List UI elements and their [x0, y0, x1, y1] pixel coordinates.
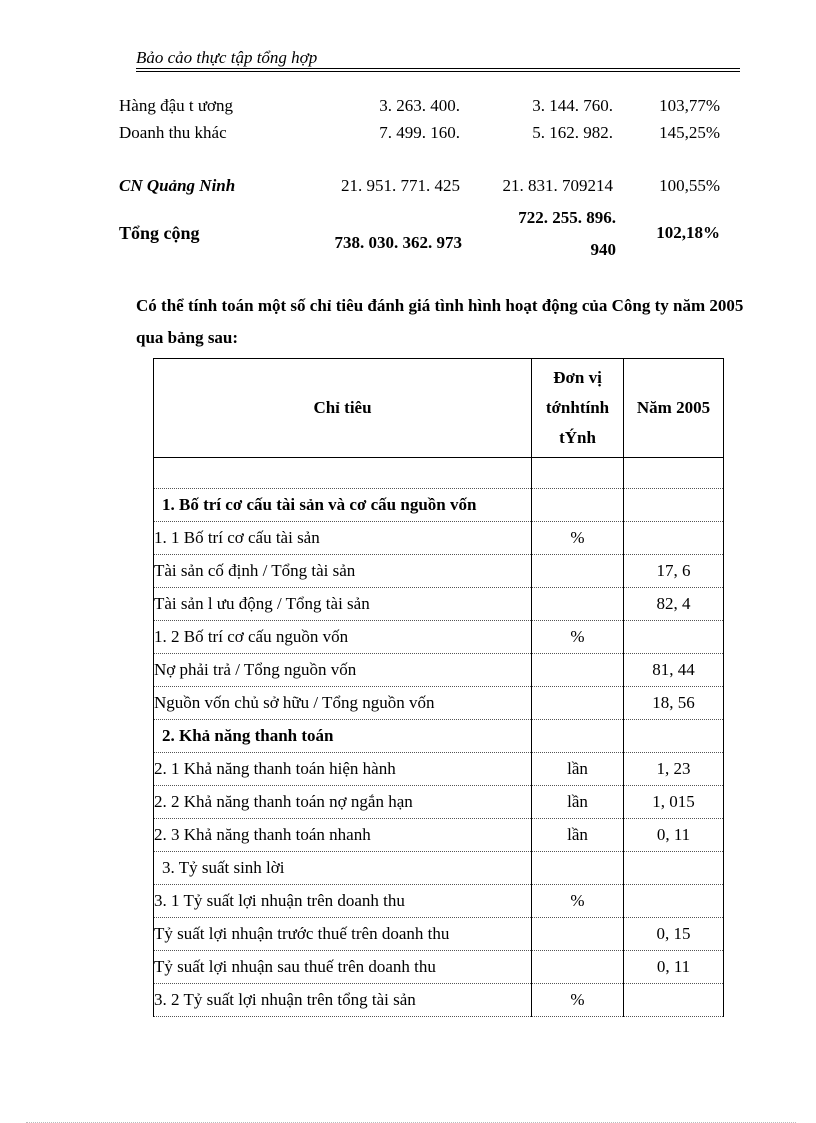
row-value-2: 3. 144. 760. — [532, 96, 613, 115]
row-label: 2. 3 Khả năng thanh toán nhanh — [154, 819, 532, 852]
row-unit — [532, 687, 624, 720]
total-value-2-line2: 940 — [590, 240, 616, 259]
row-percent: 145,25% — [659, 123, 720, 142]
row-label: Tài sản cố định / Tổng tài sản — [154, 555, 532, 588]
row-value: 17, 6 — [624, 555, 724, 588]
row-label-branch: CN Quảng Ninh — [119, 176, 236, 195]
row-label: Nguồn vốn chủ sở hữu / Tổng nguồn vốn — [154, 687, 532, 720]
row-label: Hàng đậu t ương — [119, 96, 234, 115]
row-value — [624, 885, 724, 918]
header-unit — [532, 359, 624, 458]
row-value — [624, 852, 724, 885]
table-row — [154, 489, 724, 522]
table-header-row — [154, 359, 724, 458]
table-row — [154, 918, 724, 951]
row-label: 3. 2 Tỷ suất lợi nhuận trên tổng tài sản — [154, 984, 532, 1017]
total-value-2-line1: 722. 255. 896. — [518, 208, 616, 227]
row-unit — [532, 918, 624, 951]
row-value — [624, 621, 724, 654]
table-row — [154, 984, 724, 1017]
intro-paragraph: Có thể tính toán một số chỉ tiêu đánh giá tình hình hoạt động của Công ty năm 2005 qua bảng sau: — [136, 296, 744, 347]
header-rule — [136, 68, 740, 69]
row-label: Tỷ suất lợi nhuận trước thuế trên doanh thu — [154, 918, 532, 951]
row-unit: % — [532, 522, 624, 555]
row-unit: % — [532, 885, 624, 918]
total-label: Tổng cộng — [119, 223, 200, 243]
row-value: 0, 11 — [624, 951, 724, 984]
row-unit: % — [532, 621, 624, 654]
row-unit — [532, 555, 624, 588]
table-row — [154, 951, 724, 984]
row-value — [624, 720, 724, 753]
row-unit: lần — [532, 819, 624, 852]
table-row — [154, 852, 724, 885]
header-year: Năm 2005 — [624, 359, 724, 458]
header-unit-line1: Đơn vị — [553, 368, 602, 387]
row-unit — [532, 489, 624, 522]
row-label: Nợ phải trả / Tổng nguồn vốn — [154, 654, 532, 687]
table-row — [154, 720, 724, 753]
row-label: 1. Bố trí cơ cấu tài sản và cơ cấu nguồn vốn — [154, 489, 532, 522]
table-row — [154, 687, 724, 720]
row-value-2: 5. 162. 982. — [532, 123, 613, 142]
row-unit — [532, 588, 624, 621]
row-value: 1, 23 — [624, 753, 724, 786]
row-label: 2. Khả năng thanh toán — [154, 720, 532, 753]
row-label: 3. Tỷ suất sinh lời — [154, 852, 532, 885]
row-unit — [532, 852, 624, 885]
row-value: 81, 44 — [624, 654, 724, 687]
row-label: 3. 1 Tỷ suất lợi nhuận trên doanh thu — [154, 885, 532, 918]
table-row — [154, 786, 724, 819]
row-value: 0, 15 — [624, 918, 724, 951]
header-unit-line2: tớnhtính — [545, 398, 610, 417]
row-value — [624, 458, 724, 489]
row-value: 18, 56 — [624, 687, 724, 720]
table-row — [154, 522, 724, 555]
table-row — [154, 753, 724, 786]
row-value-1: 3. 263. 400. — [379, 96, 460, 115]
row-label: Doanh thu khác — [119, 123, 227, 142]
table-row — [154, 588, 724, 621]
header-unit-line3: tÝnh — [559, 428, 596, 447]
table-row — [154, 555, 724, 588]
row-percent: 103,77% — [659, 96, 720, 115]
row-value — [624, 489, 724, 522]
table-row — [154, 885, 724, 918]
page-header: Bảo cảo thực tập tổng hợp — [136, 48, 318, 67]
row-value: 1, 015 — [624, 786, 724, 819]
row-unit: lần — [532, 753, 624, 786]
row-unit — [532, 654, 624, 687]
table-row — [154, 654, 724, 687]
row-percent: 100,55% — [659, 176, 720, 195]
total-value-1: 738. 030. 362. 973 — [334, 233, 462, 252]
row-label: 1. 2 Bố trí cơ cấu nguồn vốn — [154, 621, 532, 654]
row-label — [154, 458, 532, 489]
row-label: 2. 2 Khả năng thanh toán nợ ngắn hạn — [154, 786, 532, 819]
row-unit: lần — [532, 786, 624, 819]
table-row — [154, 458, 724, 489]
row-label: Tỷ suất lợi nhuận sau thuế trên doanh thu — [154, 951, 532, 984]
row-label: 1. 1 Bố trí cơ cấu tài sản — [154, 522, 532, 555]
row-value — [624, 522, 724, 555]
row-unit — [532, 720, 624, 753]
row-value-1: 21. 951. 771. 425 — [341, 176, 460, 195]
row-value-2: 21. 831. 709214 — [502, 176, 613, 195]
indicator-table — [153, 358, 724, 1017]
row-value — [624, 984, 724, 1017]
row-label: Tài sản l ưu động / Tổng tài sản — [154, 588, 532, 621]
row-unit — [532, 458, 624, 489]
total-percent: 102,18% — [656, 223, 720, 242]
table-row — [154, 621, 724, 654]
header-indicator: Chỉ tiêu — [154, 359, 532, 458]
row-value: 82, 4 — [624, 588, 724, 621]
row-value: 0, 11 — [624, 819, 724, 852]
row-unit — [532, 951, 624, 984]
header-rule-double — [136, 71, 740, 72]
table-row — [154, 819, 724, 852]
row-unit: % — [532, 984, 624, 1017]
row-value-1: 7. 499. 160. — [379, 123, 460, 142]
row-label: 2. 1 Khả năng thanh toán hiện hành — [154, 753, 532, 786]
